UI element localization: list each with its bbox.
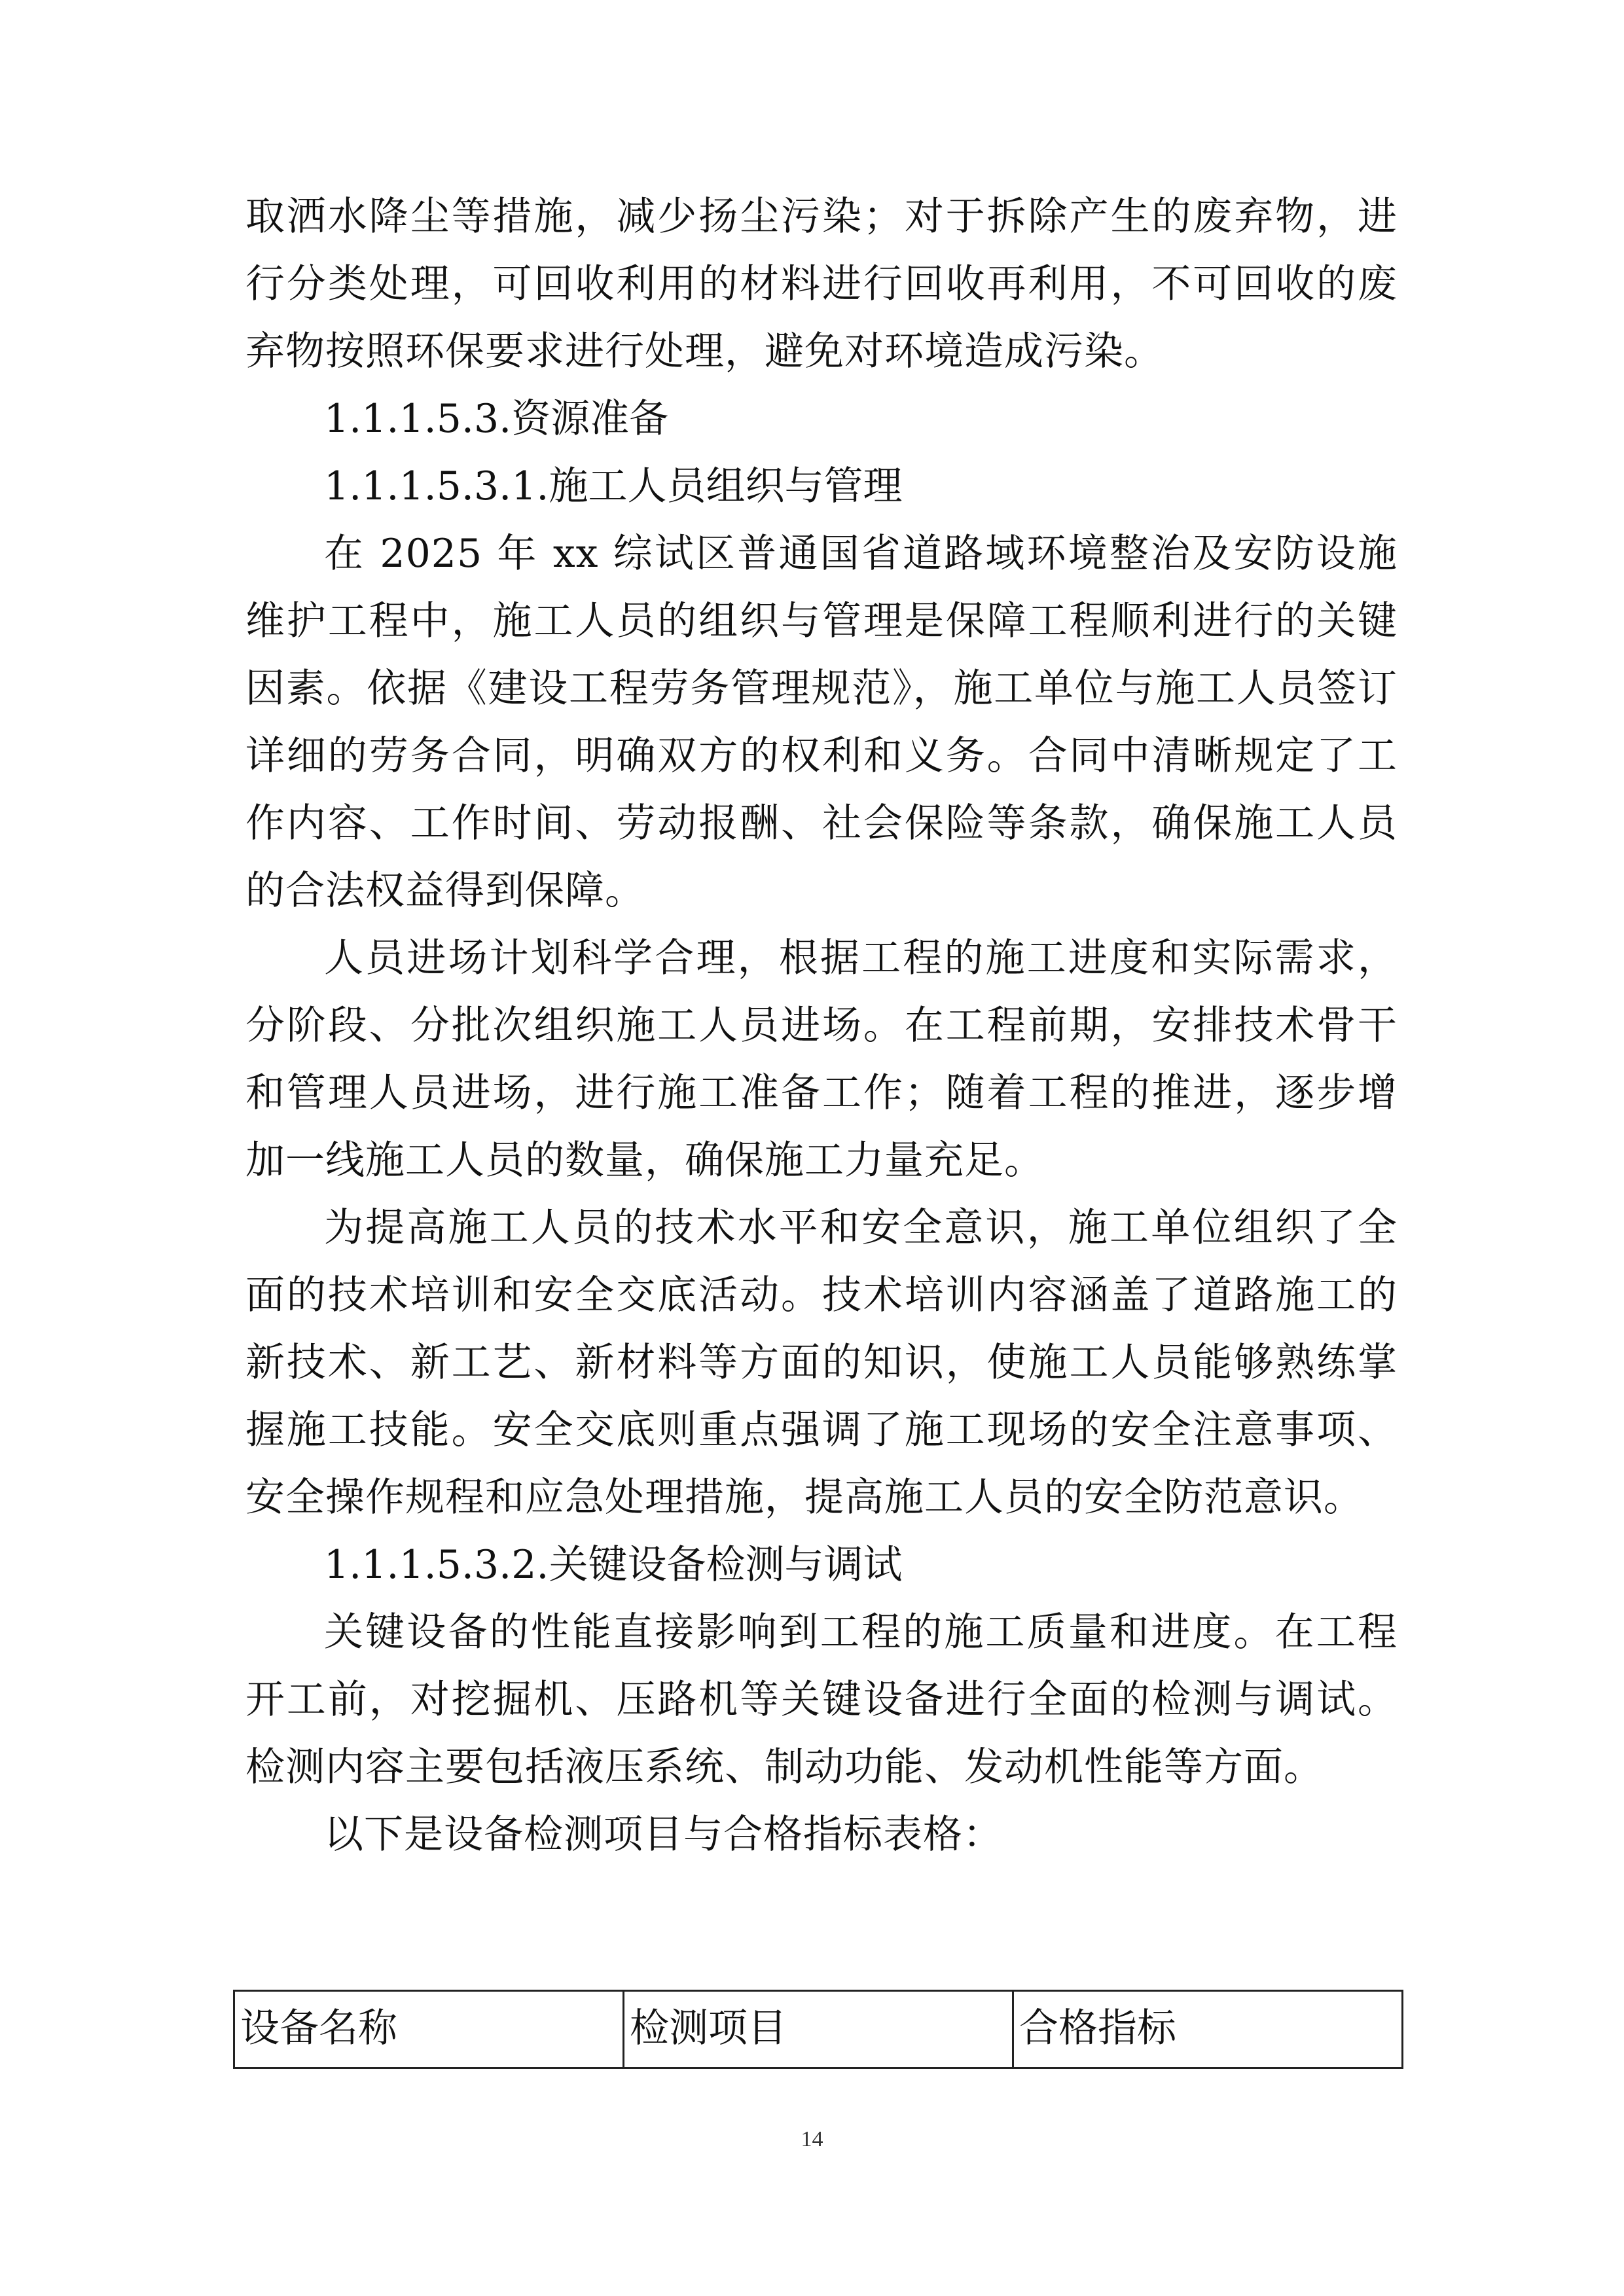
heading-personnel-management: 1.1.1.5.3.1.施工人员组织与管理 [324, 463, 903, 509]
equipment-test-table [233, 1990, 1403, 2069]
paragraph-entry-plan: 人员进场计划科学合理，根据工程的施工进度和实际需求，分阶段、分批次组织施工人员进场。在工程前期，安排技术骨干和管理人员进场，进行施工准备工作；随着工程的推进，逐步增加一线施工人员的数量，确保施工力量充足。 [245, 935, 1398, 1183]
paragraph-labor-contract: 在 2025 年 xx 综试区普通国省道路域环境整治及安防设施维护工程中，施工人员的组织与管理是保障工程顺利进行的关键因素。依据《建设工程劳务管理规范》，施工单位与施工人员签订详细的劳务合同，明确双方的权利和义务。合同中清晰规定了工作内容、工作时间、劳动报酬、社会保险等条款，确保施工人员的合法权益得到保障。 [245, 531, 1398, 914]
paragraph-training: 为提高施工人员的技术水平和安全意识，施工单位组织了全面的技术培训和安全交底活动。技术培训内容涵盖了道路施工的新技术、新工艺、新材料等方面的知识，使施工人员能够熟练掌握施工技能。安全交底则重点强调了施工现场的安全注意事项、安全操作规程和应急处理措施，提高施工人员的安全防范意识。 [245, 1205, 1398, 1520]
paragraph-table-intro: 以下是设备检测项目与合格指标表格： [324, 1812, 1003, 1857]
column-header-test-item: 检测项目 [624, 1991, 1013, 2068]
page-number: 14 [801, 2127, 823, 2151]
table-header-row [234, 1991, 1403, 2068]
paragraph-equipment-performance: 关键设备的性能直接影响到工程的施工质量和进度。在工程开工前，对挖掘机、压路机等关键设备进行全面的检测与调试。检测内容主要包括液压系统、制动功能、发动机性能等方面。 [245, 1609, 1398, 1790]
column-header-qualified-index: 合格指标 [1013, 1991, 1403, 2068]
column-header-equipment-name: 设备名称 [234, 1991, 624, 2068]
heading-equipment-testing: 1.1.1.5.3.2.关键设备检测与调试 [324, 1542, 903, 1588]
document-body [245, 183, 1398, 1869]
heading-resource-preparation: 1.1.1.5.3.资源准备 [324, 396, 669, 442]
paragraph-dust-control: 取洒水降尘等措施，减少扬尘污染；对于拆除产生的废弃物，进行分类处理，可回收利用的材料进行回收再利用，不可回收的废弃物按照环保要求进行处理，避免对环境造成污染。 [245, 194, 1398, 374]
